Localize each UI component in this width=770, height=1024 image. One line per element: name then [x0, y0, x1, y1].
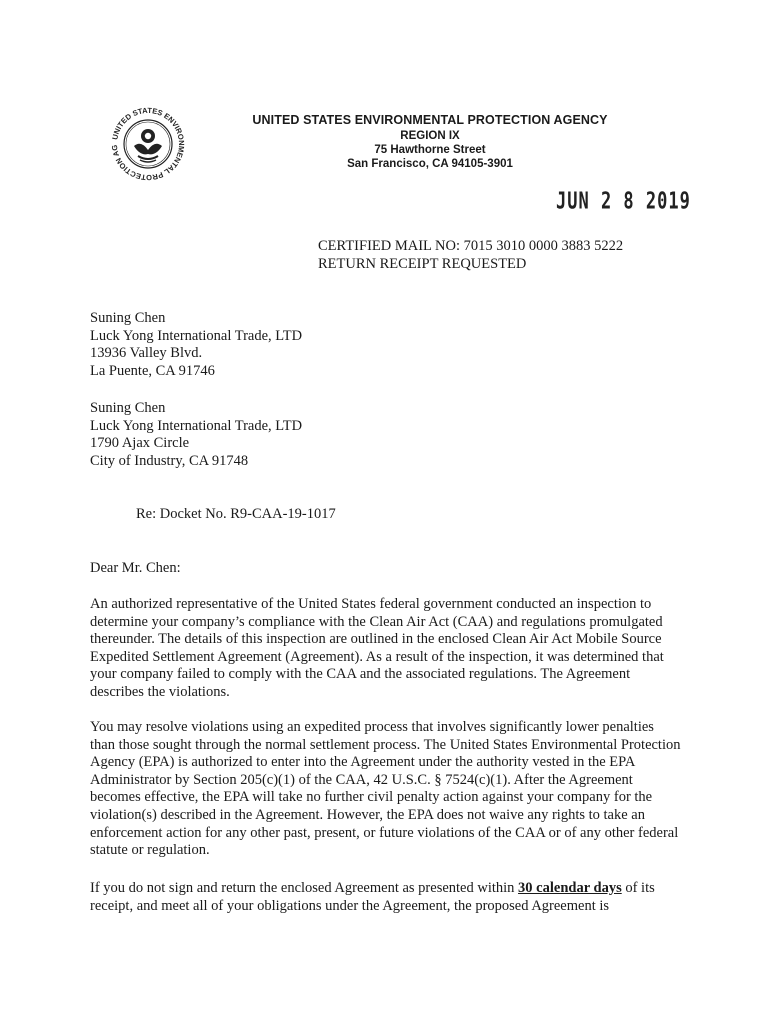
agency-region: REGION IX	[400, 129, 460, 142]
recipient-city: La Puente, CA 91746	[90, 362, 215, 379]
certified-mail-block	[318, 238, 623, 273]
recipient-street: 13936 Valley Blvd.	[90, 345, 203, 361]
recipient-address-1	[90, 310, 302, 380]
paragraph-3-text-cont: of its receipt, and meet all of your obligations under the Agreement, the proposed Agreement is	[90, 880, 655, 914]
agency-city: San Francisco, CA 94105-3901	[347, 158, 513, 171]
recipient-address-2	[90, 400, 302, 470]
docket-reference: Re: Docket No. R9-CAA-19-1017	[136, 506, 336, 522]
recipient-street: 1790 Ajax Circle	[90, 435, 190, 451]
recipient-city: City of Industry, CA 91748	[90, 452, 249, 469]
paragraph-3-text: If you do not sign and return the enclosed Agreement as presented within	[90, 880, 519, 896]
agency-name: UNITED STATES ENVIRONMENTAL PROTECTION AGENCY	[252, 113, 608, 127]
recipient-name: Suning Chen	[90, 400, 166, 416]
recipient-company: Luck Yong International Trade, LTD	[90, 417, 303, 434]
date-stamp: JUN 2 8 2019	[556, 188, 691, 215]
body-paragraph-3	[90, 880, 682, 915]
agency-street: 75 Hawthorne Street	[374, 144, 486, 156]
certified-mail-number: CERTIFIED MAIL NO: 7015 3010 0000 3883 5222	[318, 238, 624, 254]
epa-seal-logo	[100, 96, 196, 192]
letterhead	[240, 113, 620, 172]
body-paragraph-2: You may resolve violations using an expedited process that involves significantly lower penalties than those sought through the normal settlement process. The United States Environmental Protection Agency (EPA) is authorized to enter into the Agreement under the authority vested in the EPA Administrator by Section 205(c)(1) of the CAA, 42 U.S.C. § 7524(c)(1). After the Agreement becomes effective, the EPA will take no further civil penalty action against your company for the violation(s) described in the Agreement. However, the EPA does not waive any rights to take an enforcement action for any other past, present, or future violations of the CAA or of any other federal statute or regulation.	[90, 719, 681, 859]
recipient-company: Luck Yong International Trade, LTD	[90, 327, 303, 344]
return-receipt-notice: RETURN RECEIPT REQUESTED	[318, 255, 527, 272]
recipient-name: Suning Chen	[90, 310, 166, 326]
seal-ring-text: UNITED STATES ENVIRONMENTAL PROTECTION AG	[109, 105, 187, 183]
body-paragraph-1: An authorized representative of the United States federal government conducted an inspection to determine your company’s compliance with the Clean Air Act (CAA) and regulations promulgated thereunder. The details of this inspection are outlined in the enclosed Clean Air Act Mobile Source Expedited Settlement Agreement (Agreement). As a result of the inspection, it was determined that your company failed to comply with the CAA and the associated regulations. The Agreement describes the violations.	[90, 596, 664, 700]
deadline-emphasis: 30 calendar days	[518, 880, 622, 896]
salutation: Dear Mr. Chen:	[90, 560, 181, 576]
